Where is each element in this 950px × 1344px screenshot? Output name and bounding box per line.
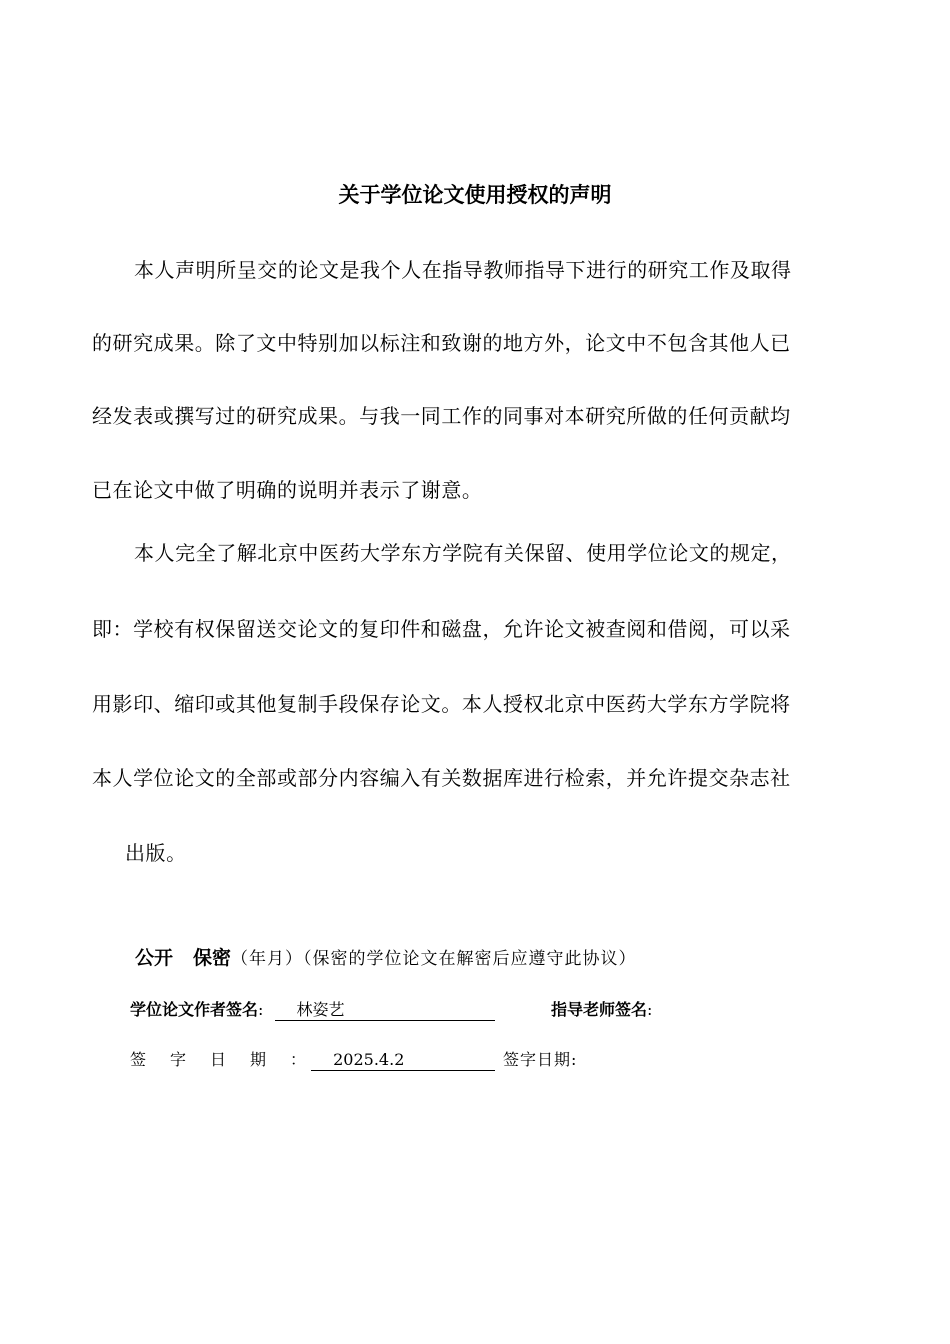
paragraph2-line-1: 本人完全了解北京中医药大学东方学院有关保留、使用学位论文的规定， xyxy=(134,541,792,565)
author-signature-label: 学位论文作者签名 xyxy=(130,1000,259,1019)
author-signature-field xyxy=(275,1000,495,1021)
author-name: 林姿艺 xyxy=(296,1000,345,1019)
page-title: 关于学位论文使用授权的声明 xyxy=(338,183,612,207)
advisor-date-label: 签字日期: xyxy=(503,1050,578,1069)
date-field xyxy=(311,1050,495,1071)
confidentiality-note: （年月）（保密的学位论文在解密后应遵守此协议） xyxy=(231,949,637,969)
confidentiality-line xyxy=(135,944,637,973)
paragraph1-line-2: 的研究成果。除了文中特别加以标注和致谢的地方外，论文中不包含其他人已 xyxy=(92,331,791,355)
paragraph1-line-1: 本人声明所呈交的论文是我个人在指导教师指导下进行的研究工作及取得 xyxy=(134,258,792,282)
advisor-signature-colon: : xyxy=(647,1000,653,1019)
author-signature-row xyxy=(130,998,495,1022)
author-signature-colon: : xyxy=(258,1000,264,1019)
paragraph2-line-4: 本人学位论文的全部或部分内容编入有关数据库进行检索，并允许提交杂志社 xyxy=(92,766,791,790)
advisor-signature-row xyxy=(551,998,652,1022)
paragraph2-line-3: 用影印、缩印或其他复制手段保存论文。本人授权北京中医药大学东方学院将 xyxy=(92,692,791,716)
public-label: 公开 xyxy=(135,947,174,969)
paragraph2-line-5: 出版。 xyxy=(125,841,187,865)
secret-label: 保密 xyxy=(193,947,232,969)
advisor-signature-label: 指导老师签名 xyxy=(551,1000,648,1019)
paragraph2-line-2: 即：学校有权保留送交论文的复印件和磁盘，允许论文被查阅和借阅，可以采 xyxy=(92,617,791,641)
paragraph1-line-3: 经发表或撰写过的研究成果。与我一同工作的同事对本研究所做的任何贡献均 xyxy=(92,404,791,428)
date-value: 2025.4.2 xyxy=(333,1050,405,1069)
date-row xyxy=(130,1048,495,1072)
date-colon: ： xyxy=(290,1050,307,1069)
date-label: 签字日期 xyxy=(130,1050,291,1069)
paragraph1-line-4: 已在论文中做了明确的说明并表示了谢意。 xyxy=(92,478,483,502)
